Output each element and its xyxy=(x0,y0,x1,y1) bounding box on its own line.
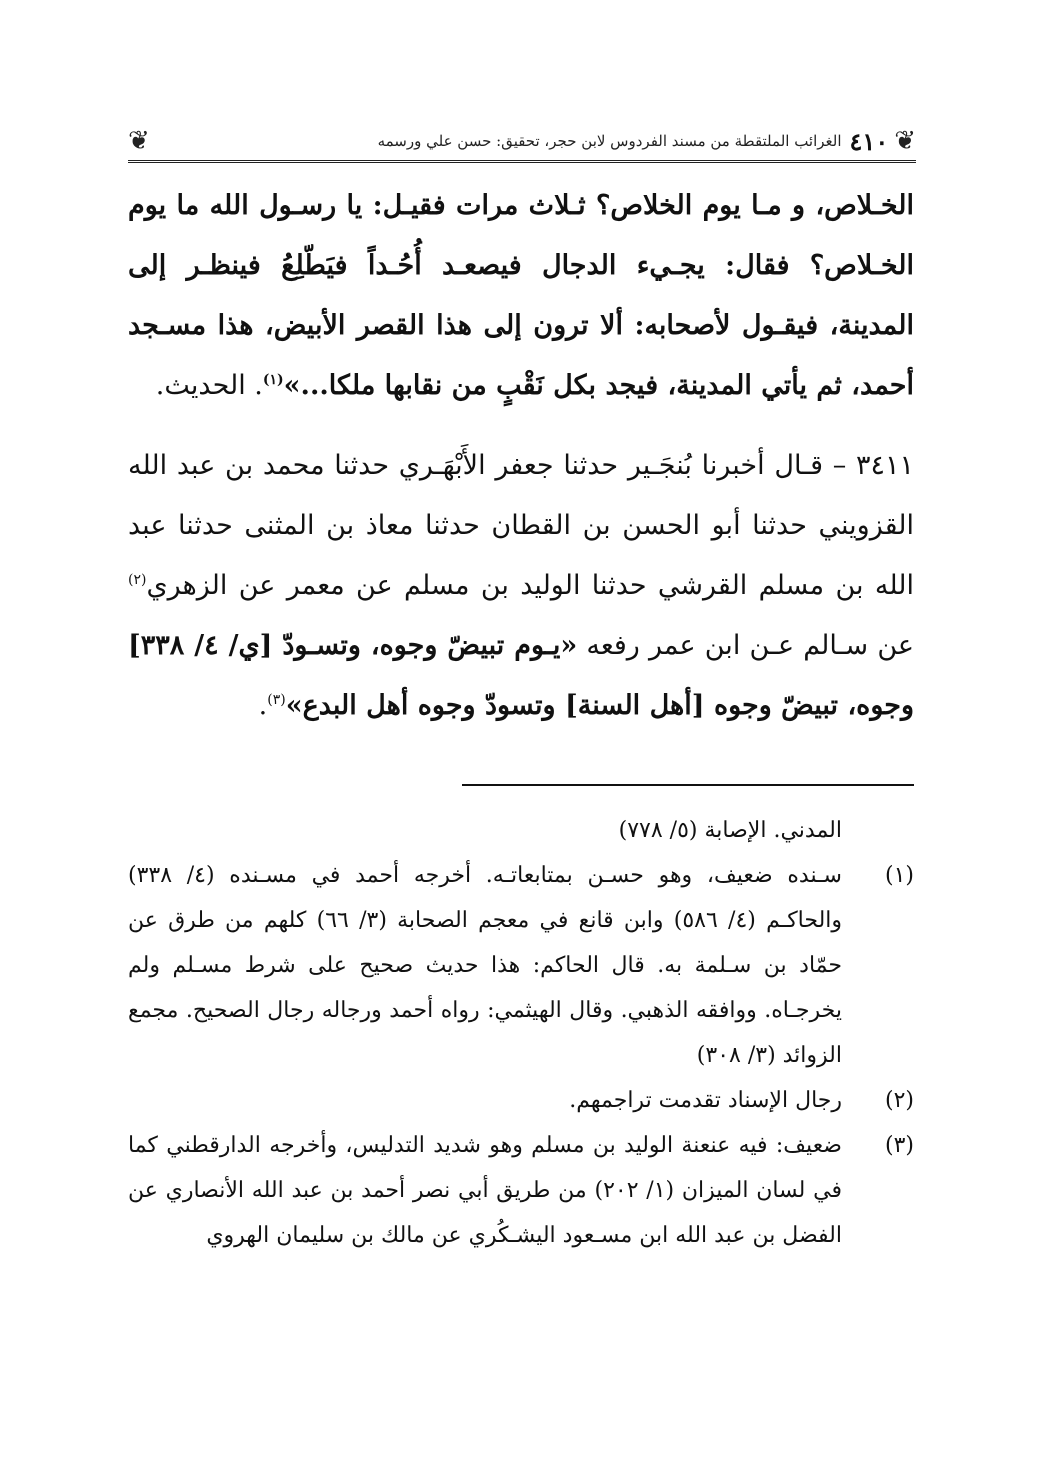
hadith-text: الخـلاص، و مـا يوم الخلاص؟ ثـلاث مرات فقيـل: يا رسـول الله ما يوم الخـلاص؟ فقال: يجـيء الدجال فيصعـد أُحُـداً فيَطّلِعُ فينظـر إلى المدينة، فيقـول لأصحابه: ألا ترون إلى هذا القصر الأبيض، هذا مسـجد أحمد، ثم يأتي المدينة، فيجد بكل نَقْبٍ من نقابها ملكا...» xyxy=(128,190,914,401)
page-header xyxy=(128,126,916,156)
footnote-ref: (٣) xyxy=(267,692,286,708)
footnote-ref: (١) xyxy=(262,372,284,388)
footnote-text: ضعيف: فيه عنعنة الوليد بن مسلم وهو شديد التدليس، وأخرجه الدارقطني كما في لسان الميزان (١/ ٢٠٢) من طريق أبي نصر أحمد بن عبد الله الأنصاري عن الفضل بن عبد الله ابن مسـعود اليشـكُري عن مالك بن سليمان الهروي xyxy=(128,1133,842,1248)
paragraph-end: . xyxy=(258,690,268,721)
footnote-text: سـنده ضعيف، وهو حسـن بمتابعاتـه. أخرجه أحمد في مسـنده (٤/ ٣٣٨) والحاكـم (٤/ ٥٨٦) وابن قانع في معجم الصحابة (٣/ ٦٦) كلهم من طرق عن حمّاد بن سـلمة به. قال الحاكم: هذا حديث صحيح على شرط مسـلم ولم يخرجـاه. ووافقه الذهبي. وقال الهيثمي: رواه أحمد ورجاله رجال الصحيح. مجمع الزوائد (٣/ ٣٠٨) xyxy=(128,863,843,1068)
floral-ornament-icon: ❦ xyxy=(128,126,150,156)
footnote-item xyxy=(128,853,914,1078)
page-number: ٤١٠ xyxy=(849,126,889,156)
paragraph-gap xyxy=(128,416,914,436)
isnad-text: ٣٤١١ – قـال أخبرنا بُنجَـير حدثنا جعفر الأَبْهَـري حدثنا محمد بن عبد الله القزويني حدثنا أبو الحسن بن القطان حدثنا معاذ بن المثنى حدثنا عبد الله بن مسلم القرشي حدثنا الوليد بن مسلم عن معمر عن الزهري xyxy=(128,450,914,601)
footnotes xyxy=(128,808,914,1258)
hadith-matn: «يـوم تبيضّ وجوه، وتسـودّ [ي/ ٤/ ٣٣٨] وجوه، تبيضّ وجوه [أهل السنة] وتسودّ وجوه أهل البدع» xyxy=(128,630,914,721)
footnote-item xyxy=(128,1123,914,1258)
hadith-tail: . الحديث. xyxy=(155,370,263,401)
floral-ornament-icon: ❦ xyxy=(894,126,916,156)
footnote-text: رجال الإسناد تقدمت تراجمهم. xyxy=(569,1088,842,1113)
hadith-paragraph xyxy=(128,176,914,416)
isnad-paragraph xyxy=(128,436,914,736)
main-text xyxy=(128,176,914,736)
running-title: الغرائب الملتقطة من مسند الفردوس لابن حجر، تحقيق: حسن علي ورسمه xyxy=(377,132,842,150)
header-divider xyxy=(128,160,916,163)
footnote-ref: (٢) xyxy=(128,572,147,588)
isnad-continuation: عن سـالم عـن ابن عمر رفعه xyxy=(577,630,914,661)
footnote-continuation: المدني. الإصابة (٥/ ٧٧٨) xyxy=(618,818,842,843)
footnote-item xyxy=(128,1078,914,1123)
footnote-marker: (٣) xyxy=(884,1133,914,1158)
footnote-divider xyxy=(462,784,914,786)
footnote-marker: (١) xyxy=(884,863,914,888)
footnote-marker: (٢) xyxy=(884,1088,914,1113)
